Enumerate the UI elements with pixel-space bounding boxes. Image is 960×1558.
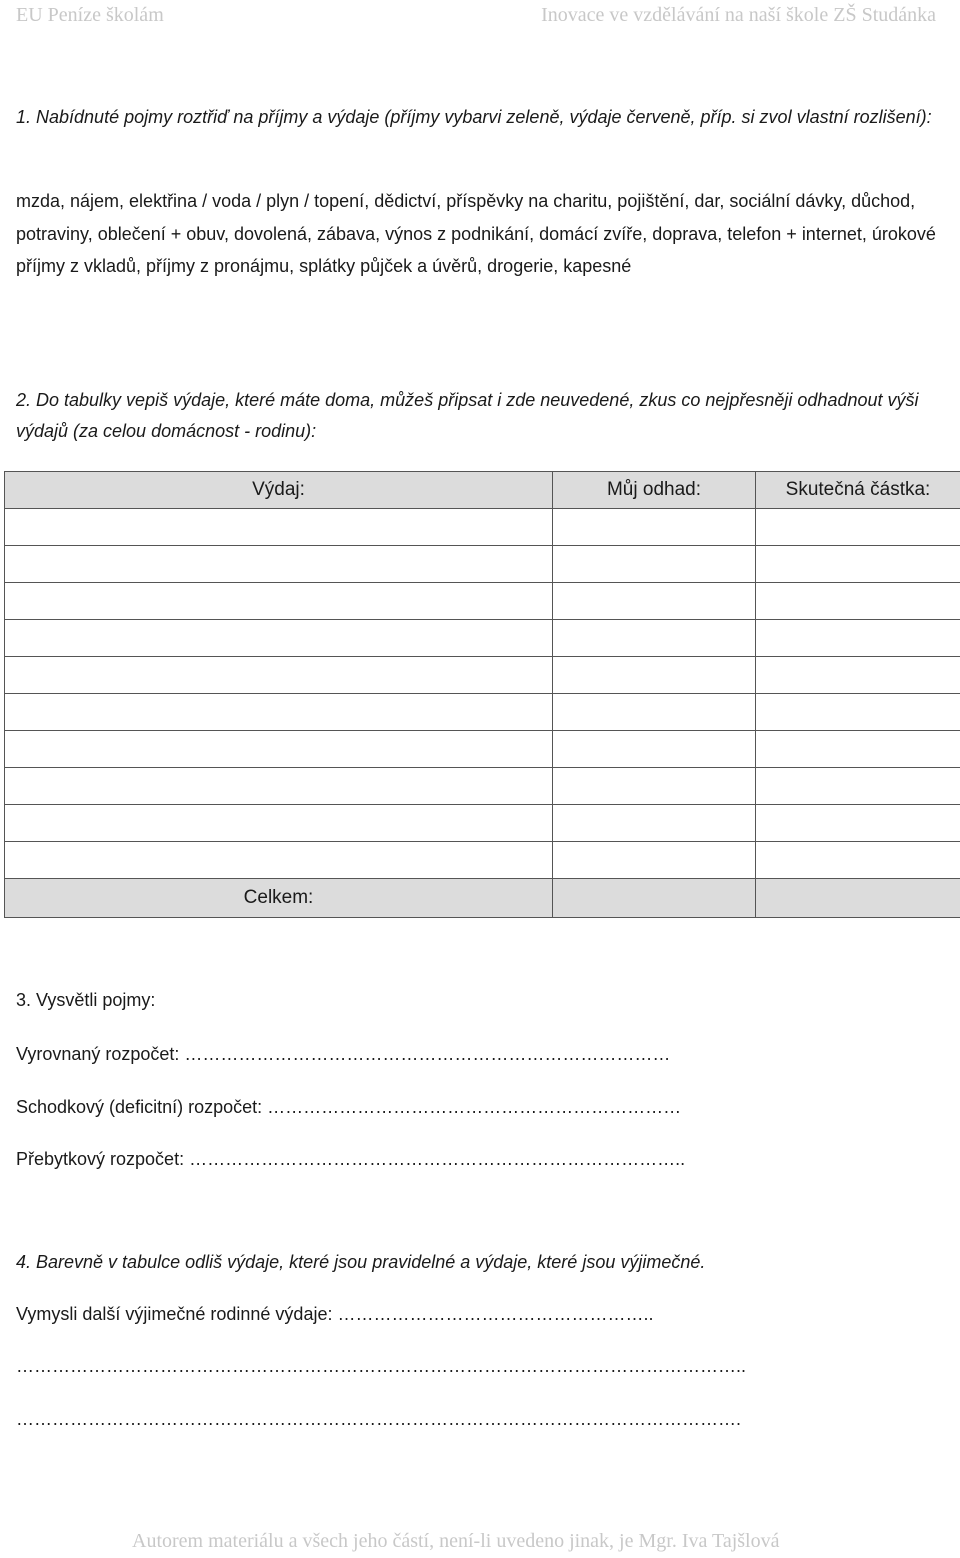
table-row — [5, 546, 960, 583]
estimate-cell[interactable] — [553, 768, 756, 805]
header-right-title: Inovace ve vzdělávání na naší škole ZŠ Studánka — [541, 4, 936, 26]
task4-heading: 4. Barevně v tabulce odliš výdaje, které jsou pravidelné a výdaje, které jsou výjimečné. — [16, 1252, 706, 1272]
answer-line[interactable]: ………………………………………………………………………………………………………….. — [16, 1356, 747, 1376]
table-row — [5, 731, 960, 768]
estimate-cell[interactable] — [553, 546, 756, 583]
estimate-cell[interactable] — [553, 694, 756, 731]
task1-prompt: 1. Nabídnuté pojmy roztřiď na příjmy a výdaje (příjmy vybarvi zeleně, výdaje červeně, příp. si zvol vlastní rozlišení): — [16, 107, 932, 127]
expense-cell[interactable] — [5, 657, 553, 694]
table-row — [5, 842, 960, 879]
estimate-cell[interactable] — [553, 583, 756, 620]
expense-cell[interactable] — [5, 694, 553, 731]
actual-cell[interactable] — [756, 731, 960, 768]
actual-cell[interactable] — [756, 768, 960, 805]
actual-cell[interactable] — [756, 842, 960, 879]
estimate-cell[interactable] — [553, 509, 756, 546]
actual-cell[interactable] — [756, 657, 960, 694]
term-balanced-budget[interactable]: Vyrovnaný rozpočet: ……………………………………………………………………… — [16, 1044, 671, 1064]
term-deficit-budget[interactable]: Schodkový (deficitní) rozpočet: …………………………………………………………… — [16, 1097, 682, 1117]
task3-heading: 3. Vysvětli pojmy: — [16, 990, 156, 1010]
estimate-cell[interactable] — [553, 842, 756, 879]
header-expense: Výdaj: — [5, 472, 553, 509]
table-total-row — [5, 879, 960, 918]
expense-table — [4, 471, 960, 918]
expense-cell[interactable] — [5, 805, 553, 842]
estimate-cell[interactable] — [553, 731, 756, 768]
estimate-cell[interactable] — [553, 805, 756, 842]
table-header-row — [5, 472, 960, 509]
total-label: Celkem: — [5, 879, 553, 918]
header-left-title: EU Peníze školám — [16, 4, 164, 26]
table-row — [5, 657, 960, 694]
actual-cell[interactable] — [756, 620, 960, 657]
actual-cell[interactable] — [756, 583, 960, 620]
table-row — [5, 805, 960, 842]
table-row — [5, 583, 960, 620]
expense-cell[interactable] — [5, 509, 553, 546]
table-row — [5, 768, 960, 805]
actual-cell[interactable] — [756, 509, 960, 546]
expense-cell[interactable] — [5, 546, 553, 583]
table-row — [5, 509, 960, 546]
actual-cell[interactable] — [756, 694, 960, 731]
total-actual-cell[interactable] — [756, 879, 960, 918]
expense-cell[interactable] — [5, 620, 553, 657]
header-estimate: Můj odhad: — [553, 472, 756, 509]
table-row — [5, 620, 960, 657]
extra-expenses-prompt[interactable]: Vymysli další výjimečné rodinné výdaje: …………………………………………….. — [16, 1304, 654, 1324]
header-actual: Skutečná částka: — [756, 472, 960, 509]
table-row — [5, 694, 960, 731]
expense-cell[interactable] — [5, 583, 553, 620]
task1-terms: mzda, nájem, elektřina / voda / plyn / topení, dědictví, příspěvky na charitu, pojištění, dar, sociální dávky, důchod, potraviny, oblečení + obuv, dovolená, zábava, výnos z podnikání, domácí zvíře, doprava, telefon + internet, úrokové příjmy z vkladů, příjmy z pronájmu, splátky půjček a úvěrů, drogerie, kapesné — [16, 191, 936, 276]
total-estimate-cell[interactable] — [553, 879, 756, 918]
footer-author: Autorem materiálu a všech jeho částí, není-li uvedeno jinak, je Mgr. Iva Tajšlová — [132, 1530, 780, 1552]
task2-prompt: 2. Do tabulky vepiš výdaje, které máte doma, můžeš připsat i zde neuvedené, zkus co nejpřesněji odhadnout výši výdajů (za celou domácnost - rodinu): — [16, 390, 919, 441]
actual-cell[interactable] — [756, 546, 960, 583]
estimate-cell[interactable] — [553, 620, 756, 657]
estimate-cell[interactable] — [553, 657, 756, 694]
actual-cell[interactable] — [756, 805, 960, 842]
expense-cell[interactable] — [5, 842, 553, 879]
answer-line[interactable]: …………………………………………………………………………………………………………. — [16, 1409, 742, 1429]
expense-cell[interactable] — [5, 731, 553, 768]
term-surplus-budget[interactable]: Přebytkový rozpočet: ……………………………………………………………………….. — [16, 1149, 686, 1169]
expense-cell[interactable] — [5, 768, 553, 805]
